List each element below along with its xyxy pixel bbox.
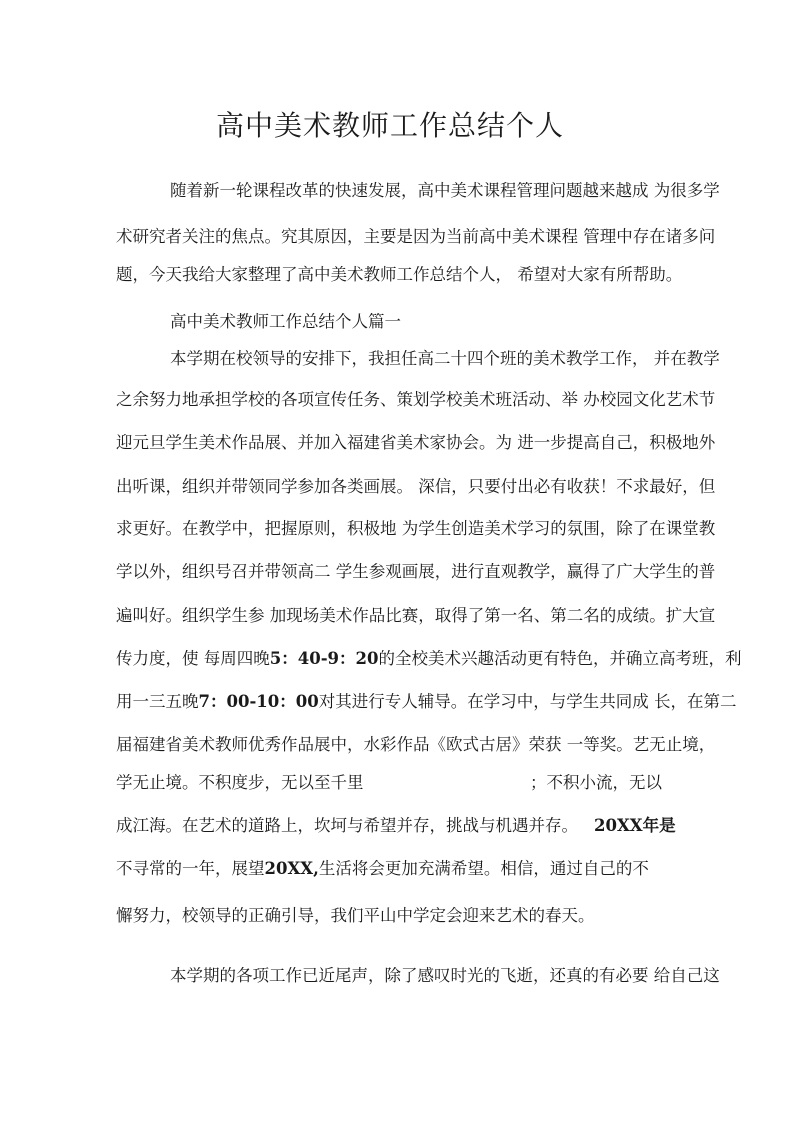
body-text: 传力度，使 每周四晚 <box>116 649 270 668</box>
intro-line: 术研究者关注的焦点。究其原因，主要是因为当前高中美术课程 管理中存在诸多问 <box>116 227 716 246</box>
body-line <box>116 692 736 712</box>
body-line: 懈努力，校领导的正确引导，我们平山中学定会迎来艺术的春天。 <box>116 906 595 925</box>
body-line: ；不积小流，无以 <box>530 773 662 792</box>
year-text: 20XX, <box>264 859 319 878</box>
body-line: 遍叫好。组织学生参 加现场美术作品比赛，取得了第一名、第二名的成绩。扩大宣 <box>116 606 716 625</box>
time-range: 5：40-9：20 <box>269 649 379 668</box>
year-text: 20XX年是 <box>594 816 676 835</box>
intro-line: 题，今天我给大家整理了高中美术教师工作总结个人， 希望对大家有所帮助。 <box>116 265 683 284</box>
body-line <box>116 649 741 669</box>
body-line: 本学期在校领导的安排下，我担任高二十四个班的美术教学工作， 并在教学 <box>170 349 720 368</box>
body-line: 学以外，组织号召并带领高二 学生参观画展，进行直观教学，赢得了广大学生的普 <box>116 562 716 581</box>
body-line <box>116 859 649 879</box>
body-text: 用一三五晚 <box>116 692 199 711</box>
body-line: 之余努力地承担学校的各项宣传任务、策划学校美术班活动、举 办校园文化艺术节 <box>116 390 716 409</box>
body-text: 不寻常的一年，展望 <box>116 859 265 878</box>
body-text: 生活将会更加充满希望。相信，通过自己的不 <box>318 859 649 878</box>
body-line: 学无止境。不积度步，无以至千里 <box>116 773 364 792</box>
time-range: 7：00-10：00 <box>198 692 319 711</box>
body-line: 迎元旦学生美术作品展、并加入福建省美术家协会。为 进一步提高自己，积极地外 <box>116 433 716 452</box>
intro-line: 随着新一轮课程改革的快速发展，高中美术课程管理问题越来越成 为很多学 <box>170 181 720 200</box>
body-text: 对其进行专人辅导。在学习中，与学生共同成 长，在第二 <box>318 692 737 711</box>
document-title: 高中美术教师工作总结个人 <box>216 109 565 142</box>
body-line: 求更好。在教学中，把握原则，积极地 为学生创造美术学习的氛围，除了在课堂教 <box>116 519 716 538</box>
body-line: 本学期的各项工作已近尾声，除了感叹时光的飞逝，还真的有必要 给自己这 <box>170 966 720 985</box>
body-text: 的全校美术兴趣活动更有特色，并确立高考班，利 <box>378 649 742 668</box>
body-line: 成江海。在艺术的道路上，坎坷与希望并存，挑战与机遇并存。 <box>116 816 578 835</box>
body-line: 届福建省美术教师优秀作品展中，水彩作品《欧式古居》荣获 一等奖。艺无止境， <box>116 735 716 754</box>
body-line: 出听课，组织并带领同学参加各类画展。 深信，只要付出必有收获！不求最好，但 <box>116 477 716 496</box>
section-heading: 高中美术教师工作总结个人篇一 <box>170 312 401 331</box>
